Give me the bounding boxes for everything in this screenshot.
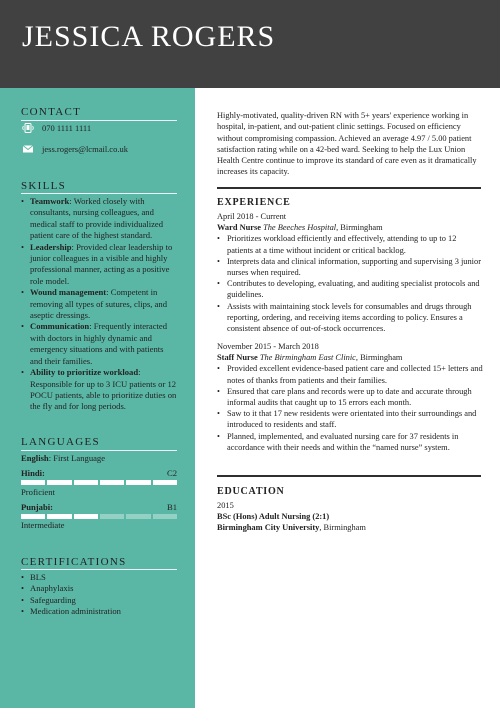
level-segment — [47, 514, 71, 519]
skill-title: Communication — [30, 321, 90, 332]
job-location: , Birmingham — [336, 223, 383, 233]
header-band — [0, 0, 500, 88]
skill-title: Teamwork — [30, 196, 70, 206]
languages-title: LANGUAGES — [21, 436, 100, 448]
job-bullet: • Planned, implemented, and evaluated nursing care for 37 residents in accordance with their needs and within the “named nurse” system. — [217, 431, 483, 453]
job-role: Staff Nurse — [217, 353, 258, 363]
professional-summary: Highly-motivated, quality-driven RN with 5+ years' experience working in hospital, in-patient, and out-patient clinic settings. Focused on efficiency without compromising compassion. Achieved an average 4.97 / 5.00 patient satisfaction rating while on a 42-bed ward. Seeking to help the Lux Union Health Centre continue to improve its standard of care even as it dramatically increases its capacity. — [217, 111, 477, 177]
language-level-bar-hindi — [21, 480, 177, 485]
language-colon: : — [50, 502, 54, 512]
job-entry — [217, 341, 483, 453]
level-segment — [74, 514, 98, 519]
skill-text: : Worked closely with consultants, nursing colleagues, and medical staff to provide individualized patient care of the highest standard. — [30, 196, 164, 241]
skill-item — [21, 242, 177, 288]
skills-section — [21, 181, 177, 192]
level-segment — [153, 514, 177, 519]
job-location: , Birmingham — [355, 353, 403, 363]
skills-divider — [21, 193, 177, 194]
skill-item — [21, 367, 177, 413]
job-bullet: • Interprets data and clinical information, supporting and supervising 3 junior nurses when required. — [217, 256, 483, 278]
level-segment — [126, 480, 150, 485]
language-punjabi — [21, 503, 177, 512]
language-name: Punjabi — [21, 502, 51, 512]
skill-title: Leadership — [30, 241, 72, 252]
certifications-list-wrap — [21, 572, 177, 618]
experience-divider — [217, 187, 481, 189]
job-entry — [217, 211, 483, 334]
certifications-section — [21, 557, 177, 568]
job-dates: April 2018 - Current — [217, 212, 287, 221]
job-bullets — [217, 363, 483, 453]
job-bullet: • Prioritizes workload efficiently and effectively, attending to up to 12 patients at a time without incident or critical backlog. — [217, 233, 483, 255]
level-segment — [21, 480, 45, 485]
job-bullet: • Assists with maintaining stock levels for consumables and drugs through reporting, ordering, and receiving items according to policy. Ensures a consistent absence of out-of-stock occurrences. — [217, 301, 483, 335]
language-level-note: Intermediate — [21, 520, 65, 530]
skill-text: : Frequently interacted with doctors in highly dynamic and emergency situations and with patients and their families. — [30, 321, 168, 366]
language-level: B1 — [166, 502, 177, 512]
languages-section — [21, 437, 177, 448]
language-name: English — [21, 453, 49, 463]
job-bullet: • Saw to it that 17 new residents were orientated into their surroundings and introduced to residents and staff. — [217, 408, 483, 430]
skill-text: : Competent in removing all types of sutures, clips, and aseptic dressings. — [30, 287, 167, 321]
level-segment — [47, 480, 71, 485]
education-divider — [217, 475, 481, 477]
certification-item: • Anaphylaxis — [21, 583, 177, 594]
languages-divider — [21, 450, 177, 451]
job-role: Ward Nurse — [217, 223, 261, 233]
skill-title: Wound management — [30, 287, 107, 298]
job-heading — [217, 352, 483, 363]
education-school: Birmingham City University — [217, 523, 320, 533]
education-location: , Birmingham — [319, 523, 366, 533]
education-school-line — [217, 522, 483, 533]
contact-phone-row — [21, 123, 91, 133]
contact-section — [21, 107, 177, 118]
certification-item: • BLS — [21, 572, 177, 583]
job-bullet: • Provided excellent evidence-based patient care and collected 15+ letters and notes of thanks from patients and their families. — [217, 363, 483, 385]
level-segment — [100, 514, 124, 519]
skills-list-wrap — [21, 196, 177, 413]
language-note: : First Language — [48, 453, 106, 463]
language-english — [21, 454, 177, 463]
language-name: Hindi — [21, 468, 43, 478]
education-title: EDUCATION — [217, 486, 285, 497]
skill-text: : Provided clear leadership to junior colleagues in a visible and highly professional manner, acting as a positive role model. — [30, 241, 173, 286]
language-level: C2 — [166, 468, 177, 478]
level-segment — [21, 514, 45, 519]
phone-icon — [21, 123, 35, 133]
job-employer: The Birmingham East Clinic — [259, 353, 356, 363]
job-bullet: • Ensured that care plans and records were up to date and accurate through informal audits that caught up to 15 errors each month. — [217, 386, 483, 408]
certification-item: • Safeguarding — [21, 595, 177, 606]
contact-email[interactable]: jess.rogers@lcmail.co.uk — [42, 143, 128, 154]
certifications-divider — [21, 569, 177, 570]
level-segment — [100, 480, 124, 485]
language-hindi — [21, 469, 177, 478]
experience-title: EXPERIENCE — [217, 197, 291, 208]
job-employer: The Beeches Hospital — [263, 223, 337, 233]
contact-divider — [21, 120, 177, 121]
job-dates: November 2015 - March 2018 — [217, 342, 319, 351]
contact-title: CONTACT — [21, 106, 82, 118]
certifications-list — [21, 572, 177, 618]
education-degree: BSc (Hons) Adult Nursing (2:1) — [217, 512, 330, 522]
skill-item — [21, 196, 177, 242]
level-segment — [153, 480, 177, 485]
level-segment — [126, 514, 150, 519]
skill-text: : Responsible for up to 3 ICU patients or 12 POCU patients, able to prioritize duties on the fly and for long periods. — [30, 367, 177, 412]
education-year: 2015 — [217, 501, 234, 510]
job-bullets — [217, 233, 483, 334]
skill-item — [21, 321, 177, 367]
language-colon: : — [42, 468, 45, 478]
candidate-name: JESSICA ROGERS — [22, 20, 276, 53]
contact-email-row — [21, 144, 128, 154]
skills-title: SKILLS — [21, 180, 67, 192]
envelope-icon — [21, 144, 35, 154]
certifications-title: CERTIFICATIONS — [21, 556, 127, 568]
level-segment — [74, 480, 98, 485]
skills-list — [21, 196, 177, 413]
contact-phone: 070 1111 1111 — [42, 122, 92, 133]
education-entry — [217, 500, 483, 534]
language-level-bar-punjabi — [21, 514, 177, 519]
language-level-note: Proficient — [21, 487, 55, 497]
skill-item — [21, 287, 177, 321]
job-heading — [217, 222, 483, 233]
skill-title: Ability to prioritize workload — [30, 367, 139, 378]
job-bullet: • Contributes to developing, evaluating, and auditing specialist protocols and guidelines. — [217, 278, 483, 300]
certification-item: • Medication administration — [21, 606, 177, 617]
